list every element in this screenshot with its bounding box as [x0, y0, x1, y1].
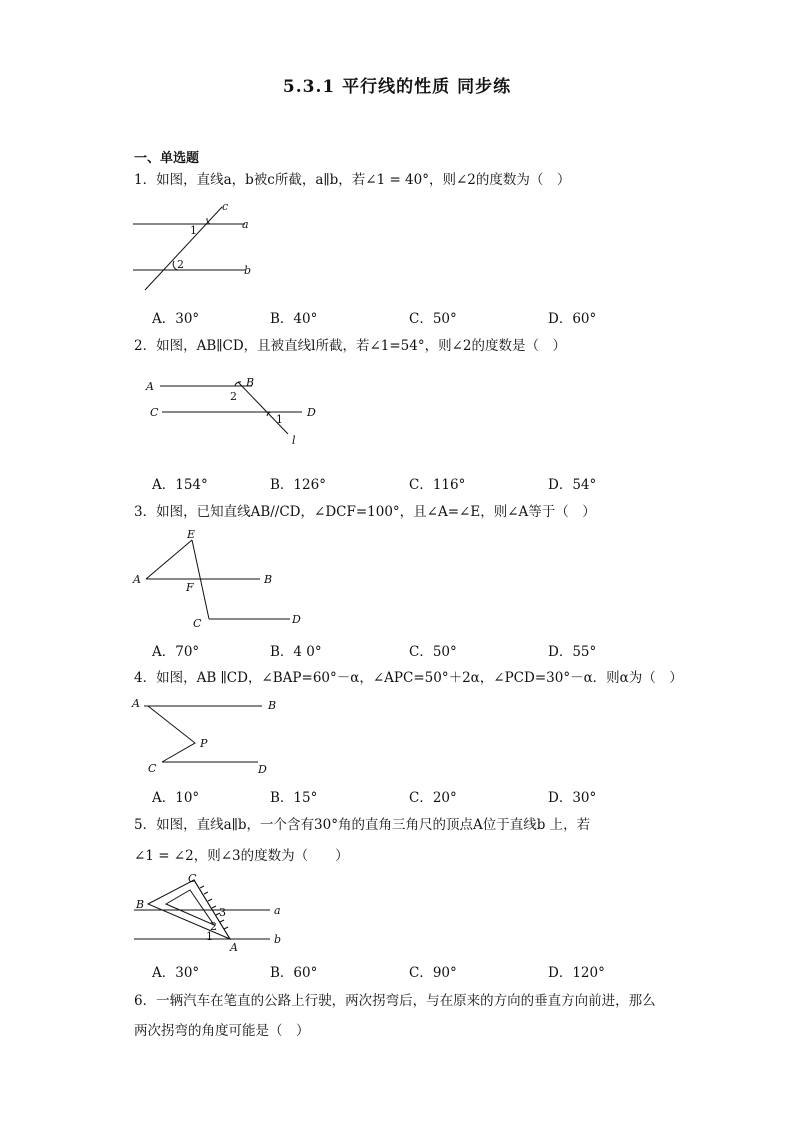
- label-C: C: [193, 617, 202, 630]
- option-c[interactable]: C．116°: [409, 477, 466, 493]
- question-3-stem: 3．如图，已知直线AB//CD，∠DCF=100°，且∠A=∠E，则∠A等于（ ）: [134, 504, 596, 520]
- label-A: A: [133, 573, 141, 586]
- label-a: a: [242, 218, 249, 231]
- option-b[interactable]: B．15°: [270, 790, 318, 806]
- option-a[interactable]: A．30°: [152, 965, 200, 981]
- label-b: b: [244, 264, 252, 277]
- label-A: A: [230, 941, 238, 954]
- option-a[interactable]: A．10°: [152, 790, 200, 806]
- question-1-figure: [130, 200, 270, 292]
- option-b[interactable]: B．40°: [270, 311, 318, 327]
- question-6-stem: 6．一辆汽车在笔直的公路上行驶，两次拐弯后，与在原来的方向的垂直方向前进，那么两次拐弯的角度可能是（ ）: [134, 993, 656, 1039]
- label-A: A: [146, 380, 154, 393]
- option-d[interactable]: D．55°: [548, 644, 597, 660]
- question-3-figure: [130, 527, 320, 633]
- line-c: [145, 207, 222, 290]
- label-D: D: [307, 406, 316, 419]
- label-c: c: [222, 200, 229, 213]
- triangle-inner: [166, 890, 214, 925]
- label-B: B: [264, 573, 273, 586]
- label-a: a: [274, 904, 281, 917]
- label-B: B: [136, 898, 145, 911]
- line-ae: [146, 540, 192, 579]
- question-2-stem: 2．如图，AB∥CD，且被直线l所截，若∠1=54°，则∠2的度数是（ ）: [134, 338, 567, 354]
- label-angle-3: 3: [219, 906, 226, 919]
- option-a[interactable]: A．30°: [152, 311, 200, 327]
- label-F: F: [186, 581, 194, 594]
- option-b[interactable]: B．126°: [270, 477, 326, 493]
- line-apc: [148, 706, 195, 762]
- label-D: D: [292, 613, 301, 626]
- label-angle-2: 2: [210, 920, 217, 933]
- label-C: C: [188, 872, 197, 885]
- option-c[interactable]: C．50°: [409, 311, 457, 327]
- question-4-stem: 4．如图，AB ∥CD，∠BAP=60°－α，∠APC=50°＋2α，∠PCD=30°－α．则α为（ ）: [134, 670, 683, 686]
- option-d[interactable]: D．60°: [548, 311, 597, 327]
- section-heading: 一、单选题: [134, 151, 200, 166]
- label-angle-1: 1: [206, 930, 213, 943]
- line-l: [238, 382, 288, 434]
- question-4-figure: [128, 695, 288, 777]
- option-c[interactable]: C．90°: [409, 965, 457, 981]
- option-b[interactable]: B．60°: [270, 965, 318, 981]
- question-5-stem-line-2: ∠1 = ∠2，则∠3的度数为（ ）: [134, 848, 349, 864]
- label-angle-1: 1: [190, 224, 197, 237]
- question-5-figure: [130, 872, 290, 954]
- option-c[interactable]: C．20°: [409, 790, 457, 806]
- question-1-stem: 1．如图，直线a，b被c所截，a∥b，若∠1 = 40°，则∠2的度数为（ ）: [134, 172, 571, 188]
- question-5-stem-line-1: 5．如图，直线a∥b，一个含有30°角的直角三角尺的顶点A位于直线b 上，若: [134, 817, 591, 833]
- label-A: A: [132, 697, 140, 710]
- label-B: B: [246, 376, 255, 389]
- question-2-figure: [140, 372, 330, 452]
- label-b: b: [274, 933, 282, 946]
- label-C: C: [148, 762, 157, 775]
- label-angle-1: 1: [276, 413, 283, 426]
- label-l: l: [292, 434, 296, 447]
- option-d[interactable]: D．54°: [548, 477, 597, 493]
- option-b[interactable]: B．4 0°: [270, 644, 322, 660]
- label-angle-2: 2: [230, 390, 237, 403]
- option-d[interactable]: D．120°: [548, 965, 605, 981]
- page-title: 5.3.1 平行线的性质 同步练: [282, 77, 512, 97]
- option-a[interactable]: A．70°: [152, 644, 200, 660]
- label-angle-2: 2: [177, 258, 184, 271]
- label-P: P: [200, 737, 208, 750]
- option-a[interactable]: A．154°: [152, 477, 208, 493]
- label-D: D: [258, 763, 267, 776]
- label-E: E: [187, 528, 196, 541]
- option-c[interactable]: C．50°: [409, 644, 457, 660]
- label-C: C: [150, 406, 159, 419]
- label-B: B: [268, 699, 277, 712]
- option-d[interactable]: D．30°: [548, 790, 597, 806]
